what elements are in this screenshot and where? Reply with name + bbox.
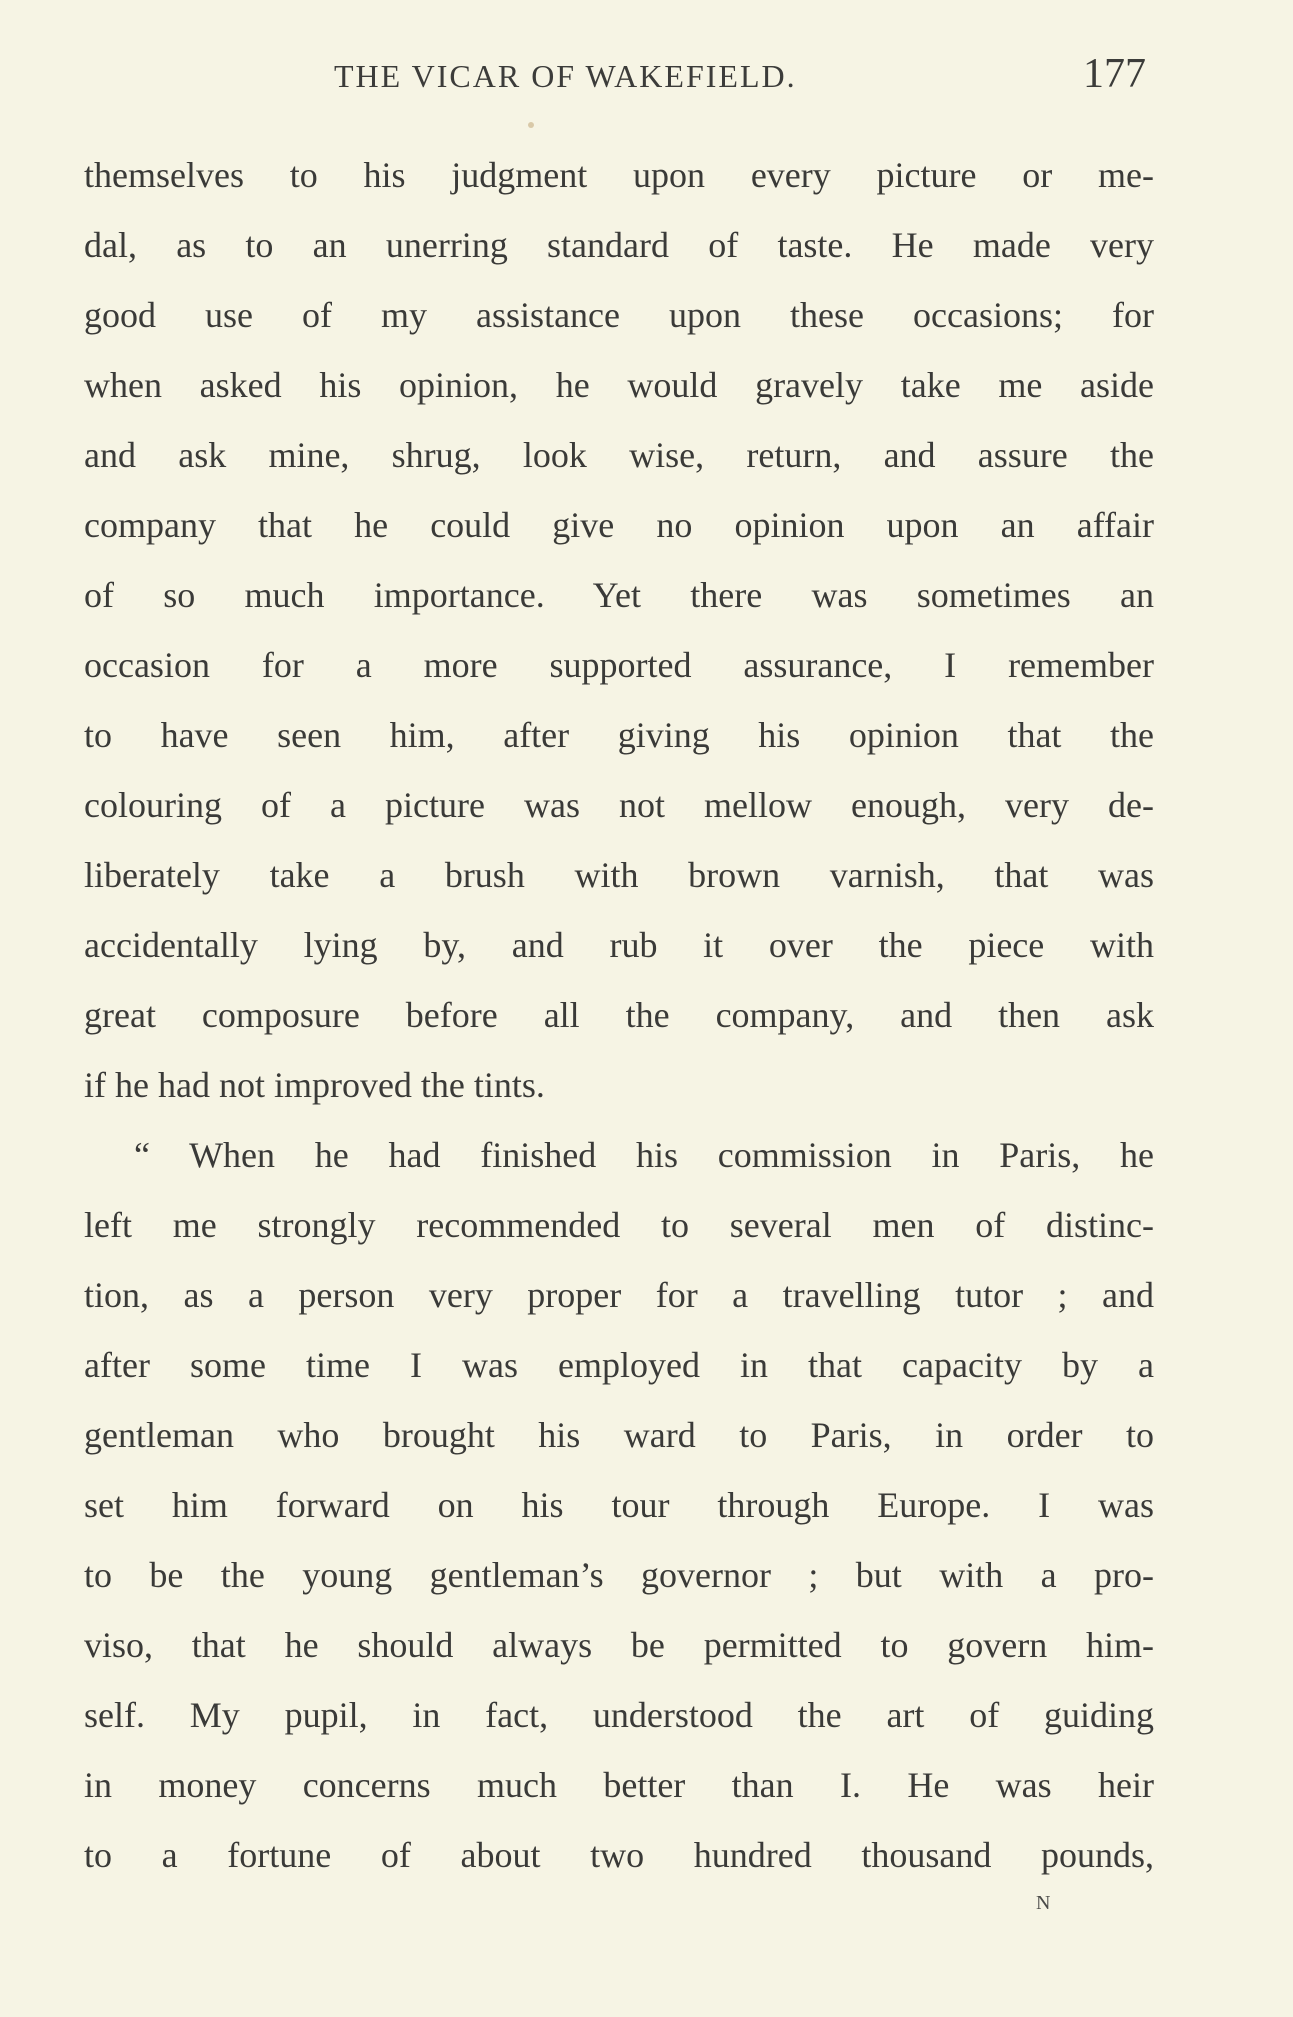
text-line: after some time I was employed in that capacity by a: [84, 1345, 1154, 1385]
text-line: in money concerns much better than I. He was heir: [84, 1765, 1154, 1805]
paper-speck: [528, 122, 534, 128]
running-head: [84, 50, 1154, 106]
paragraph: [84, 140, 1154, 1120]
text-line: to be the young gentleman’s governor ; but with a pro-: [84, 1555, 1154, 1595]
text-line: liberately take a brush with brown varnish, that was: [84, 855, 1154, 895]
text-line: of so much importance. Yet there was sometimes an: [84, 575, 1154, 615]
body-text: [84, 140, 1154, 1890]
paragraph: [84, 1120, 1154, 1890]
page-number: 177: [1083, 51, 1146, 97]
signature-mark: N: [1036, 1892, 1052, 1914]
text-line: occasion for a more supported assurance, I remember: [84, 645, 1154, 685]
text-line: themselves to his judgment upon every picture or me-: [84, 155, 1154, 195]
text-line: colouring of a picture was not mellow enough, very de-: [84, 785, 1154, 825]
text-line: gentleman who brought his ward to Paris, in order to: [84, 1415, 1154, 1455]
text-line: company that he could give no opinion upon an affair: [84, 505, 1154, 545]
text-line: left me strongly recommended to several men of distinc-: [84, 1205, 1154, 1245]
text-line: set him forward on his tour through Europe. I was: [84, 1485, 1154, 1525]
text-line: dal, as to an unerring standard of taste. He made very: [84, 225, 1154, 265]
text-line: if he had not improved the tints.: [84, 1065, 545, 1105]
text-line: “ When he had finished his commission in Paris, he: [134, 1135, 1154, 1175]
text-line: good use of my assistance upon these occasions; for: [84, 295, 1154, 335]
text-line: viso, that he should always be permitted to govern him-: [84, 1625, 1154, 1665]
text-line: great composure before all the company, and then ask: [84, 995, 1154, 1035]
text-line: self. My pupil, in fact, understood the art of guiding: [84, 1695, 1154, 1735]
text-line: to have seen him, after giving his opinion that the: [84, 715, 1154, 755]
text-line: and ask mine, shrug, look wise, return, and assure the: [84, 435, 1154, 475]
text-line: accidentally lying by, and rub it over the piece with: [84, 925, 1154, 965]
running-title: THE VICAR OF WAKEFIELD.: [334, 58, 797, 94]
text-line: tion, as a person very proper for a travelling tutor ; and: [84, 1275, 1154, 1315]
text-line: when asked his opinion, he would gravely take me aside: [84, 365, 1154, 405]
text-line: to a fortune of about two hundred thousand pounds,: [84, 1835, 1154, 1875]
